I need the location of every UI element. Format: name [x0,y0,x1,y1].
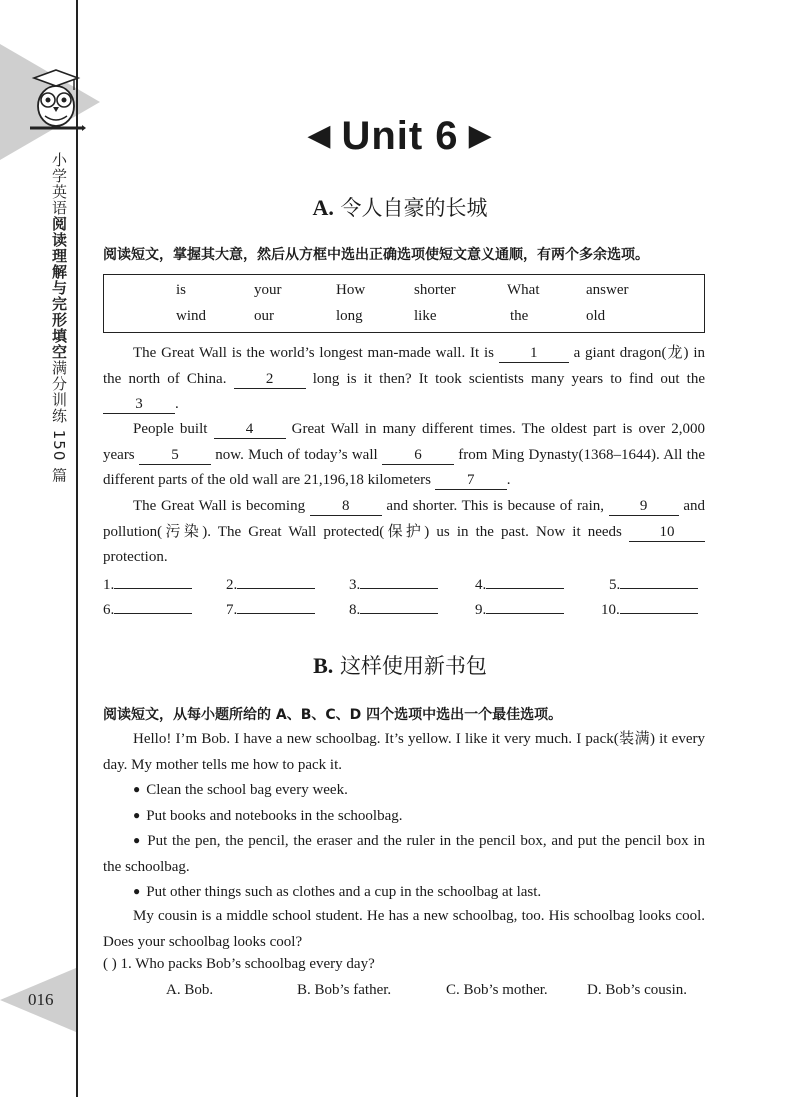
answer-line-8[interactable]: 8. [349,599,438,619]
answer-line-6[interactable]: 6. [103,599,192,619]
series-title-part2: 阅读理解与完形填空 [50,216,68,360]
answer-line-5[interactable]: 5. [609,574,698,594]
blank-2: 2 [234,371,306,389]
bullet-icon: ● [133,782,141,796]
answer-line-2[interactable]: 2. [226,574,315,594]
section-a-paragraph-3: The Great Wall is becoming 8 and shorter. This is because of rain, 9 and pollution(污染). The Great Wall protected(保护) us in the past. Now it needs 10 protection. [103,498,705,565]
series-title-part3: 满分训练 150 篇 [50,360,68,484]
question-1-text: 1. Who packs Bob’s schoolbag every day? [120,956,375,972]
answer-line-4[interactable]: 4. [475,574,564,594]
section-b-closing: My cousin is a middle school student. He has a new schoolbag, too. His schoolbag looks cool. Does your schoolbag looks cool? [103,908,705,950]
word-option: is [176,282,187,298]
answer-line-1[interactable]: 1. [103,574,192,594]
blank-8: 8 [310,498,382,516]
answer-bracket[interactable]: ( ) [103,956,117,972]
blank-4: 4 [214,421,286,439]
section-a-paragraph-1: The Great Wall is the world’s longest man-made wall. It is 1 a giant dragon(龙) in the north of China. 2 long is it then? It took scientists many years to find out the 3 . [103,345,705,412]
question-1 [103,956,375,973]
section-b-intro: Hello! I’m Bob. I have a new schoolbag. It’s yellow. I like it very much. I pack(装满) it every day. My mother tells me how to pack it. [103,731,705,773]
word-box [103,274,705,333]
left-arrow-icon: ◀ [307,119,332,152]
section-b-instruction: 阅读短文，从每小题所给的 A、B、C、D 四个选项中选出一个最佳选项。 [103,707,563,723]
word-option: our [254,308,274,324]
word-option: the [510,308,529,324]
section-b-bullet-4: ● Put other things such as clothes and a cup in the schoolbag at last. [133,884,542,900]
option-b[interactable]: B. Bob’s father. [297,982,392,998]
section-b-heading: 这样使用新书包 [339,654,487,678]
section-b-bullet-1: ● Clean the school bag every week. [133,782,348,798]
blank-9: 9 [609,498,679,516]
page-number: 016 [28,990,54,1009]
blank-10: 10 [629,524,705,542]
section-b-bullet-2: ● Put books and notebooks in the schoolbag. [133,808,403,824]
word-option: like [414,308,437,324]
option-c[interactable]: C. Bob’s mother. [446,982,548,998]
option-d[interactable]: D. Bob’s cousin. [587,982,688,998]
section-b-title [0,650,800,680]
series-title-part1: 小学英语 [50,152,68,216]
bullet-icon: ● [133,833,142,847]
blank-7: 7 [435,472,507,490]
blank-6: 6 [382,447,454,465]
blank-5: 5 [139,447,211,465]
answer-line-7[interactable]: 7. [226,599,315,619]
section-b-bullet-3: ● Put the pen, the pencil, the eraser and the ruler in the pencil box, and put the pencil box in the schoolbag. [103,833,706,875]
word-option: shorter [414,282,456,298]
answer-line-3[interactable]: 3. [349,574,438,594]
word-option: your [254,282,282,298]
bullet-icon: ● [133,808,141,822]
word-option: How [336,282,366,298]
unit-title [0,114,800,159]
section-a-title [0,192,800,222]
word-option: long [336,308,363,324]
word-option: answer [586,282,629,298]
word-option: What [507,282,540,298]
word-option: wind [176,308,206,324]
section-a-letter: A. [312,195,334,220]
section-a-paragraph-2: People built 4 Great Wall in many different times. The oldest part is over 2,000 years 5 now. Much of today’s wall 6 from Ming Dynasty(1368–1644). All the different parts of the old wall are 21,196,18 kilometers 7 . [103,421,706,488]
sidebar-divider-line [76,0,78,1097]
section-a-heading: 令人自豪的长城 [340,196,488,220]
answer-line-9[interactable]: 9. [475,599,564,619]
unit-title-text: Unit 6 [341,114,459,158]
word-option: old [586,308,606,324]
blank-3: 3 [103,396,175,414]
blank-1: 1 [499,345,569,363]
option-a[interactable]: A. Bob. [166,982,214,998]
section-a-instruction: 阅读短文，掌握其大意，然后从方框中选出正确选项使短文意义通顺，有两个多余选项。 [103,247,649,263]
right-arrow-icon: ▶ [468,119,493,152]
bullet-icon: ● [133,884,141,898]
section-b-letter: B. [313,653,334,678]
answer-line-10[interactable]: 10. [601,599,698,619]
